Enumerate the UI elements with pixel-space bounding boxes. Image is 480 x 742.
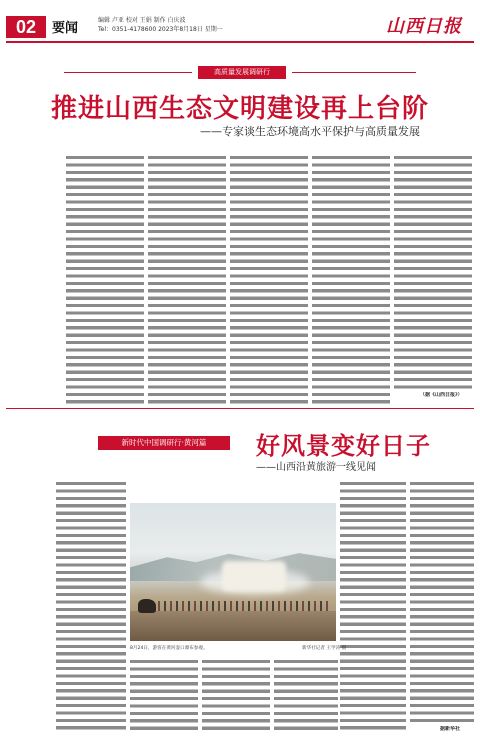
- editors-info: [98, 16, 223, 34]
- article-body-column-3: [230, 154, 308, 404]
- article2-body-column-3: [202, 658, 270, 734]
- photo-waterfall: [222, 561, 286, 591]
- photo-credit: 新华社记者 王学涛 摄: [302, 646, 347, 651]
- contact-date-line: Tel：0351-4178600 2023年8月18日 星期一: [98, 26, 223, 33]
- article-subheadline-2: ——山西沿黄旅游一线见闻: [256, 462, 376, 473]
- masthead-rule: [6, 41, 474, 43]
- article-body-column-5: [394, 154, 472, 390]
- article-credit: （据《山西日报》）: [420, 392, 463, 398]
- photo-riverbank: [130, 611, 336, 641]
- article-headline: 推进山西生态文明建设再上台阶: [50, 94, 429, 124]
- article-headline-2: 好风景变好日子: [256, 432, 431, 460]
- article-body-column-1: [66, 154, 144, 404]
- article2-body-column-1: [56, 480, 126, 732]
- article-body-column-2: [148, 154, 226, 404]
- article-divider: [6, 408, 474, 409]
- article2-body-column-6: [410, 480, 474, 722]
- article2-body-column-5: [340, 480, 406, 732]
- masthead: [0, 0, 480, 40]
- article2-body-column-4: [274, 658, 338, 734]
- column-tag: 新时代中国调研行·黄河篇: [98, 436, 230, 450]
- banner-line-left: [64, 72, 192, 73]
- newspaper-logo: 山西日报: [386, 16, 462, 37]
- waterfall-photo: [130, 503, 336, 641]
- banner-line-right: [292, 72, 416, 73]
- column-banner: 高质量发展调研行: [198, 66, 286, 79]
- article-subheadline: ——专家谈生态环境高水平保护与高质量发展: [200, 125, 420, 138]
- article-body-column-4: [312, 154, 390, 404]
- article2-body-column-2: [130, 658, 198, 734]
- photo-crowd: [140, 601, 330, 611]
- section-title: 要闻: [52, 21, 79, 36]
- photo-caption: 8月24日，游客在黄河壶口瀑布参观。: [130, 646, 208, 651]
- page-number: 02: [6, 16, 46, 38]
- editors-line: 编辑 卢亚 校对 王娟 制作 白庆波: [98, 17, 186, 24]
- article2-credit: 据新华社: [440, 726, 461, 732]
- photo-horse: [138, 599, 156, 613]
